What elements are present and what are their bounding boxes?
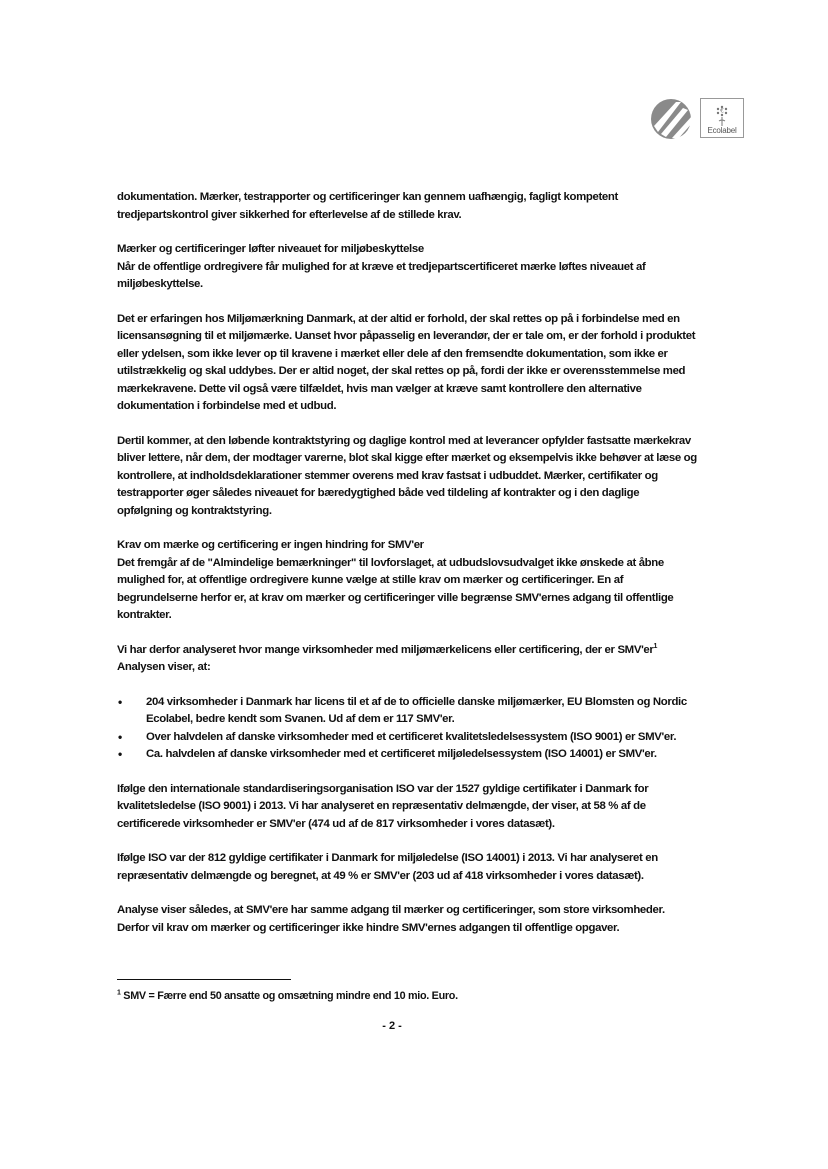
- heading-smv: Krav om mærke og certificering er ingen hindring for SMV'er: [117, 539, 424, 551]
- paragraph-analysis-intro: [117, 642, 697, 660]
- paragraph-bill-remarks: Det fremgår af de "Almindelige bemærkninger" til lovforslaget, at udbudslovsudvalget ikke ønskede at åbne mulighed for, at offentlige ordregivere kunne vælge at stille krav om mærker og certificeringer. En af begrundelserne herfor er, at krav om mærker og certificeringer ville begrænse SMV'ernes adgang til offentlige kontrakter.: [117, 556, 674, 621]
- list-item: • Ca. halvdelen af danske virksomheder med et certificeret miljøledelsessystem (ISO 14001) er SMV'er.: [117, 746, 697, 764]
- nordic-swan-logo: [648, 96, 696, 142]
- list-item: • 204 virksomheder i Danmark har licens til et af de to officielle danske miljømærker, EU Blomsten og Nordic Ecolabel, bedre kendt som Svanen. Ud af dem er 117 SMV'er.: [117, 694, 697, 729]
- eu-ecolabel-logo: [700, 98, 744, 138]
- paragraph-contract-management: Dertil kommer, at den løbende kontraktstyring og daglige kontrol med at leverancer opfylder fastsatte mærkekrav bliver lettere, når dem, der modtager varerne, blot skal kigge efter mærket og eksempelvis ikke behøver at læse og kontrollere, at indholdsdeklarationer stemmer overens med krav fastsat i udbuddet. Mærker, certifikater og testrapporter øger således niveauet for bæredygtighed både ved tildeling af kontrakter og i den daglige opfølgning og kontraktstyring.: [117, 434, 697, 517]
- paragraph-documentation: dokumentation. Mærker, testrapporter og certificeringer kan gennem uafhængig, fagligt kompetent tredjepartskontrol giver sikkerhed for efterlevelse af de stillede krav.: [117, 191, 618, 221]
- footnote-reference: 1: [653, 642, 658, 650]
- paragraph-analysis-shows: Analysen viser, at:: [117, 661, 211, 673]
- paragraph-iso-14001: Ifølge ISO var der 812 gyldige certifikater i Danmark for miljøledelse (ISO 14001) i 2013. Vi har analyseret en repræsentativ delmængde og beregnet, at 49 % er SMV'er (203 ud af 418 virksomheder i vores datasæt).: [117, 852, 658, 882]
- page-number: - 2 -: [382, 1020, 402, 1032]
- paragraph-experience: Det er erfaringen hos Miljømærkning Danmark, at der altid er forhold, der skal rettes op på i forbindelse med en licensansøgning til et miljømærke. Uanset hvor påpasselig en leverandør, der er tale om, er der forhold i produktet eller ydelsen, som ikke lever op til kravene i mærket eller dele af den fremsendte dokumentation, som ikke er utilstrækkelig og skal uddybes. Der er altid noget, der skal rettes op på, fordi der ikke er overensstemmelse med mærkekravene. Dette vil også være tilfældet, hvis man vælger at kræve samt kontrollere den alternative dokumentation i forbindelse med et udbud.: [117, 312, 696, 412]
- footnote: [117, 988, 697, 1004]
- heading-environmental-protection: Mærker og certificeringer løfter niveauet for miljøbeskyttelse: [117, 243, 424, 255]
- paragraph-iso-9001: Ifølge den internationale standardiseringsorganisation ISO var der 1527 gyldige certifikater i Danmark for kvalitetsledelse (ISO 9001) i 2013. Vi har analyseret en repræsentativ delmængde, der viser, at 58 % af de certificerede virksomheder er SMV'er (474 ud af de 817 virksomheder i vores datasæt).: [117, 782, 649, 830]
- logo-group: [648, 96, 756, 144]
- footnote-divider: [117, 979, 291, 980]
- ecolabel-logo-text: Ecolabel: [707, 126, 737, 135]
- body-text: [117, 189, 697, 937]
- paragraph-raise-level: Når de offentlige ordregivere får mulighed for at kræve et tredjepartscertificeret mærke løftes niveauet af miljøbeskyttelse.: [117, 260, 646, 290]
- footnote-marker: 1: [117, 989, 121, 997]
- paragraph-conclusion: Analyse viser således, at SMV'ere har samme adgang til mærker og certificeringer, som store virksomheder. Derfor vil krav om mærker og certificeringer ikke hindre SMV'ernes adgangen til offentlige opgaver.: [117, 904, 665, 934]
- findings-list: [117, 694, 697, 764]
- svg-text:€: €: [720, 107, 724, 115]
- list-item: • Over halvdelen af danske virksomheder med et certificeret kvalitetsledelsessystem (ISO 9001) er SMV'er.: [117, 729, 697, 747]
- footnote-text: SMV = Færre end 50 ansatte og omsætning mindre end 10 mio. Euro.: [123, 990, 458, 1002]
- analysis-intro-text: Vi har derfor analyseret hvor mange virksomheder med miljømærkelicens eller certificering, der er SMV'er: [117, 643, 654, 656]
